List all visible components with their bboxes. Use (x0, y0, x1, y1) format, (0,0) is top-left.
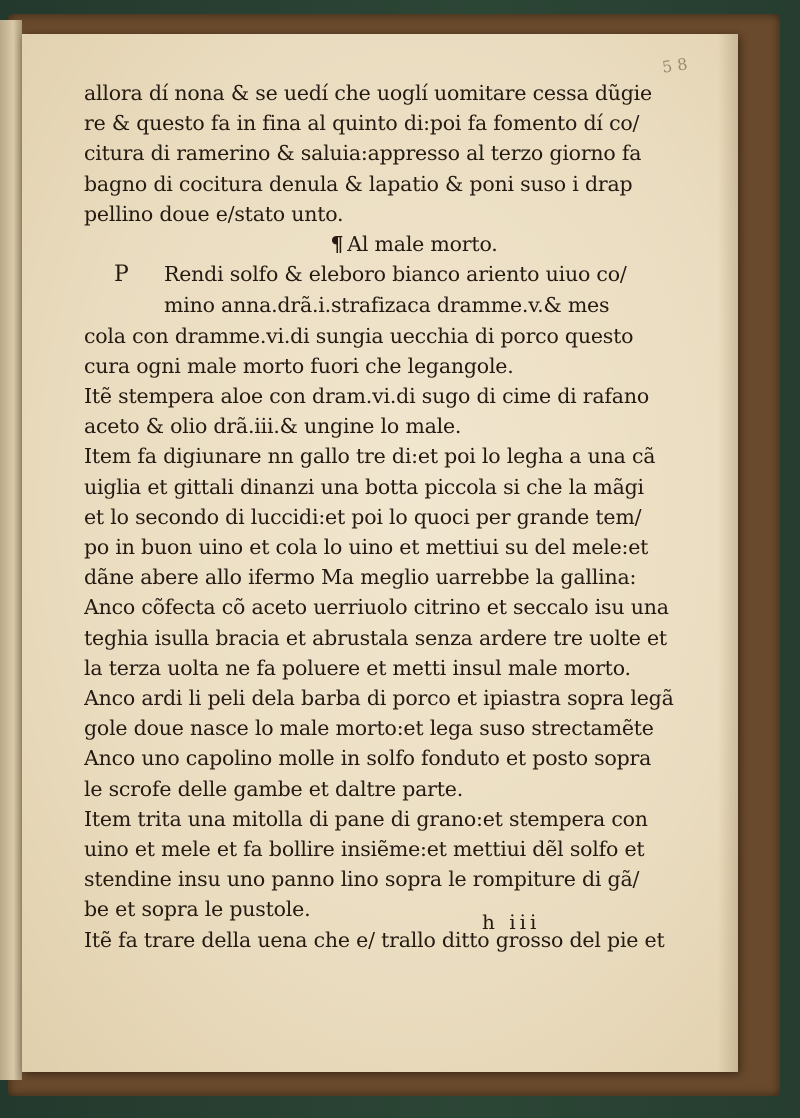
text-line: bagno di cocitura denula & lapatio & poni suso i drap (84, 171, 633, 196)
previous-page-edge (0, 20, 22, 1080)
text-line: Itẽ fa trare della uena che e/ trallo ditto grosso del pie et (84, 927, 665, 952)
text-line: re & questo fa in fina al quinto di:poi fa fomento dí co/ (84, 111, 640, 136)
text-line: Anco cõfecta cõ aceto uerriuolo citrino et seccalo isu una (84, 595, 669, 620)
text-line: Item fa digiunare nn gallo tre di:et poi lo legha a una cã (84, 444, 656, 469)
text-line: aceto & olio drã.iii.& ungine lo male. (84, 414, 462, 439)
text-line: stendine insu uno panno lino sopra le rompiture di gã/ (84, 867, 640, 892)
text-line: Anco uno capolino molle in solfo fonduto et posto sopra (84, 746, 652, 771)
text-line: Itẽ stempera aloe con dram.vi.di sugo di cime di rafano (84, 384, 649, 409)
drop-line-text: Rendi solfo & eleboro bianco ariento uiuo co/ (164, 262, 627, 287)
text-line: le scrofe delle gambe et daltre parte. (84, 776, 464, 801)
text-line: allora dí nona & se uedí che uoglí uomitare cessa dũgie (84, 81, 652, 105)
marginal-note: 5 8 (660, 54, 689, 77)
text-line: be et sopra le pustole. (84, 897, 311, 922)
text-line: pellino doue e/stato unto. (84, 201, 344, 226)
text-line: gole doue nasce lo male morto:et lega suso strectamẽte (84, 716, 654, 741)
text-line: cura ogni male morto fuori che legangole. (84, 353, 514, 378)
text-line (84, 259, 684, 290)
text-line: Anco ardi li peli dela barba di porco et ipiastra sopra legã (84, 686, 674, 711)
text-line: citura di ramerino & saluia:appresso al terzo giorno fa (84, 141, 642, 166)
text-line: cola con dramme.vi.di sungia uecchia di porco questo (84, 323, 634, 348)
text-line: mino anna.drã.i.strafizaca dramme.v.& mes (164, 293, 610, 318)
text-line: et lo secondo di luccidi:et poi lo quoci per grande tem/ (84, 504, 642, 529)
text-line: uiglia et gittali dinanzi una botta piccola si che la mãgi (84, 474, 644, 499)
section-heading-text: Al male morto. (347, 232, 498, 257)
book-page (22, 34, 738, 1072)
page-shadow (718, 34, 738, 1072)
page-text (84, 78, 684, 955)
text-line: uino et mele et fa bollire insiẽme:et mettiui dẽl solfo et (84, 837, 645, 862)
paragraph-mark-icon: ¶ (330, 232, 344, 257)
text-line: la terza uolta ne fa poluere et metti insul male morto. (84, 655, 631, 680)
text-line: dãne abere allo ifermo Ma meglio uarrebbe la gallina: (84, 565, 637, 590)
text-line: Item trita una mitolla di pane di grano:et stempera con (84, 806, 648, 831)
section-heading (84, 229, 684, 259)
signature-mark: h iii (482, 910, 541, 934)
guide-letter: P (114, 262, 129, 288)
text-line: po in buon uino et cola lo uino et mettiui su del mele:et (84, 535, 649, 560)
text-line: teghia isulla bracia et abrustala senza ardere tre uolte et (84, 625, 667, 650)
